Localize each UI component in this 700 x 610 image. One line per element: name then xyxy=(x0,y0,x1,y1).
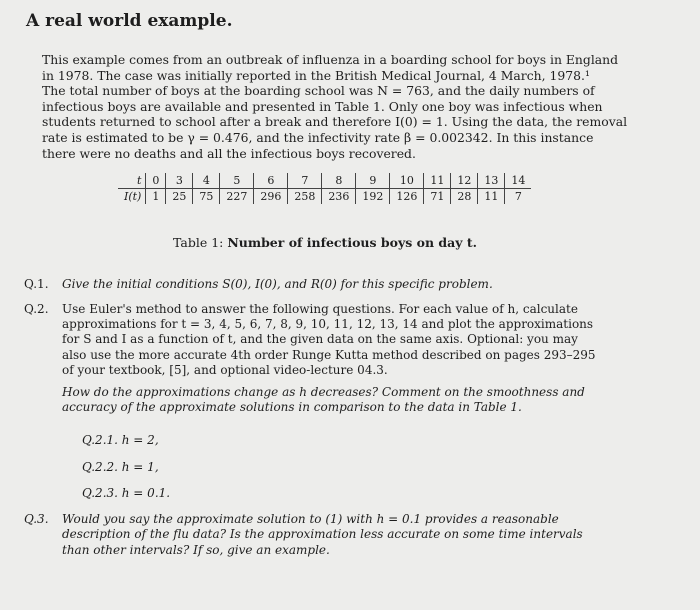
table-cell-t: 9 xyxy=(356,173,390,189)
question-line: Would you say the approximate solution to (1) with h = 0.1 provides a reasonable xyxy=(62,512,559,527)
table-cell-i: 75 xyxy=(193,189,220,205)
table-cell-i: 227 xyxy=(220,189,254,205)
intro-line: This example comes from an outbreak of influenza in a boarding school for boys in England xyxy=(42,52,619,67)
question-line: for S and I as a function of t, and the given data on the same axis. Optional: you may xyxy=(62,332,578,347)
question-number: Q.2. xyxy=(24,301,49,316)
intro-line: infectious boys are available and presented in Table 1. Only one boy was infectious when xyxy=(42,98,603,114)
table-cell-i: 236 xyxy=(322,189,356,205)
subquestion-item: Q.2.2. h = 1, xyxy=(82,459,159,474)
subquestion-list xyxy=(82,433,660,501)
question-line: also use the more accurate 4th order Runge Kutta method described on pages 293–295 xyxy=(62,347,596,362)
infectious-data-table xyxy=(118,173,531,204)
table-row-t xyxy=(118,173,531,189)
question-line: than other intervals? If so, give an example. xyxy=(62,542,330,557)
table-cell-t: 0 xyxy=(146,173,166,189)
caption-prefix: Table 1: xyxy=(173,235,228,251)
table-cell-i: 25 xyxy=(166,189,193,205)
intro-line: there were no deaths and all the infectious boys recovered. xyxy=(42,145,416,161)
table-cell-i: 28 xyxy=(451,189,478,205)
data-table-wrapper xyxy=(118,173,660,204)
table-row-header: I(t) xyxy=(118,189,146,205)
question-1 xyxy=(24,277,660,292)
table-cell-t: 4 xyxy=(193,173,220,189)
table-cell-i: 11 xyxy=(478,189,505,205)
table-cell-t: 3 xyxy=(166,173,193,189)
table-cell-t: 13 xyxy=(478,173,505,189)
table-cell-t: 12 xyxy=(451,173,478,189)
question-2 xyxy=(24,301,660,416)
question-text xyxy=(62,302,660,416)
question-line: accuracy of the approximate solutions in comparison to the data in Table 1. xyxy=(62,400,522,414)
section-heading: A real world example. xyxy=(26,11,233,31)
caption-text: Number of infectious boys on day t. xyxy=(227,235,477,251)
question-text xyxy=(62,512,660,558)
table-cell-t: 10 xyxy=(390,173,424,189)
question-number: Q.1. xyxy=(24,277,49,292)
table-cell-i: 7 xyxy=(514,190,522,204)
table-cell-t: 5 xyxy=(220,173,254,189)
table-cell-i: 258 xyxy=(288,189,322,205)
intro-line: rate is estimated to be γ = 0.476, and the infectivity rate β = 0.002342. In this instance xyxy=(42,129,594,145)
question-line: approximations for t = 3, 4, 5, 6, 7, 8, 9, 10, 11, 12, 13, 14 and plot the approximations xyxy=(62,316,594,331)
question-3 xyxy=(24,512,660,558)
table-cell-i: 1 xyxy=(146,189,166,205)
table-cell-t: 7 xyxy=(288,173,322,189)
table-cell-t: 11 xyxy=(424,173,451,189)
table-cell-i: 296 xyxy=(254,189,288,205)
intro-line: The total number of boys at the boarding school was N = 763, and the daily numbers of xyxy=(42,83,595,99)
intro-line: in 1978. The case was initially reported in the British Medical Journal, 4 March, 1978.¹ xyxy=(42,67,590,83)
subquestion-item: Q.2.1. h = 2, xyxy=(82,433,159,448)
intro-line: students returned to school after a break and therefore I(0) = 1. Using the data, the removal xyxy=(42,114,628,130)
table-cell-t: 6 xyxy=(254,173,288,189)
intro-paragraph xyxy=(42,52,660,161)
table-cell-i: 126 xyxy=(390,189,424,205)
table-row-header: t xyxy=(118,173,146,189)
table-cell-t: 14 xyxy=(505,173,532,189)
question-text: Give the initial conditions S(0), I(0), and R(0) for this specific problem. xyxy=(62,277,493,292)
table-cell-t: 8 xyxy=(322,173,356,189)
table-cell-i: 71 xyxy=(424,189,451,205)
table-cell-i: 192 xyxy=(356,189,390,205)
question-line: How do the approximations change as h decreases? Comment on the smoothness and xyxy=(62,384,585,399)
table-row-i xyxy=(118,189,531,205)
question-line: of your textbook, [5], and optional video-lecture 04.3. xyxy=(62,363,388,378)
question-line: description of the flu data? Is the approximation less accurate on some time intervals xyxy=(62,527,583,542)
subquestion-item: Q.2.3. h = 0.1. xyxy=(82,485,171,500)
table-caption xyxy=(173,235,660,250)
question-number: Q.3. xyxy=(24,512,49,527)
question-line: Use Euler's method to answer the following questions. For each value of h, calculate xyxy=(62,301,578,316)
